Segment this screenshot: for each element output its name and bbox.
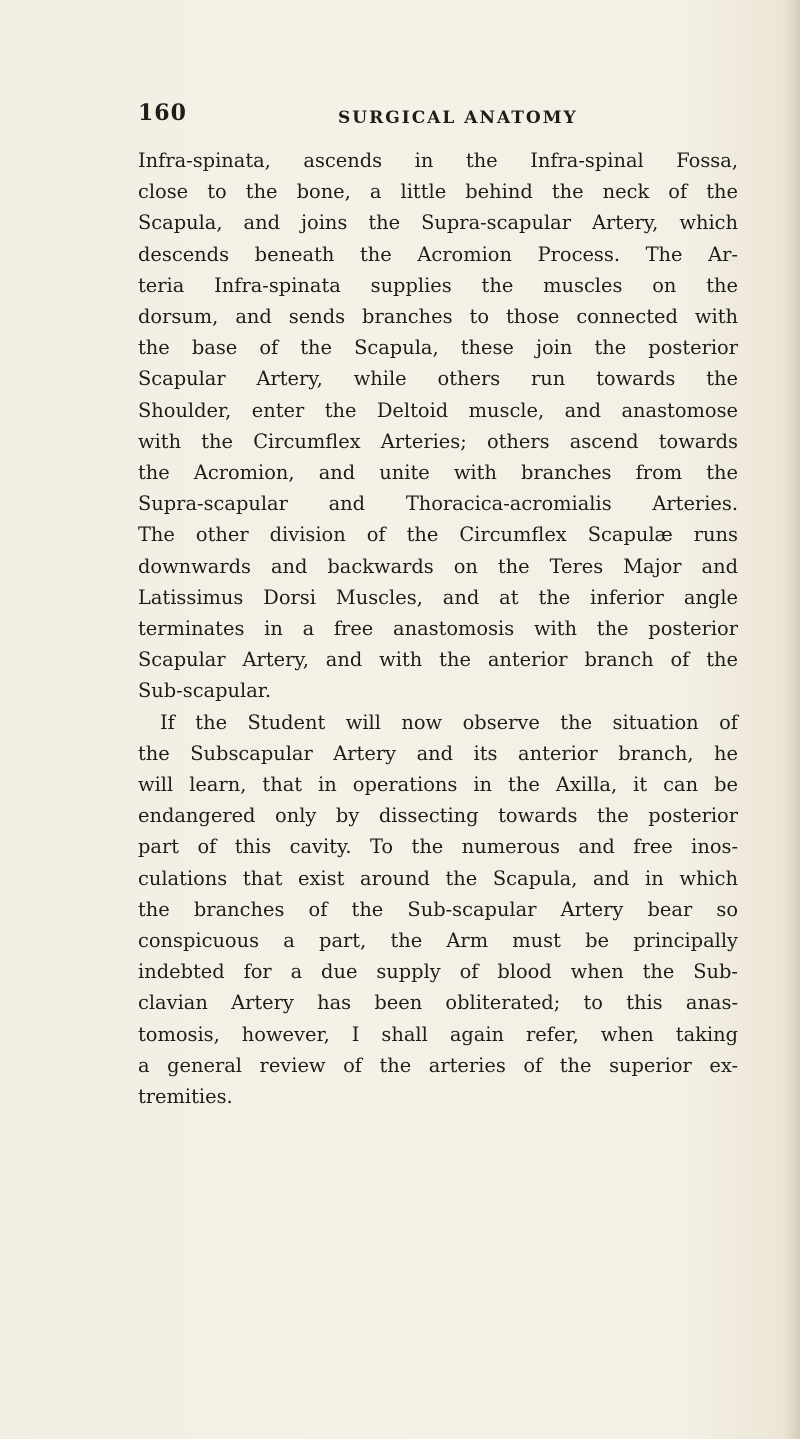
text-line: will learn, that in operations in the Axilla, it can be xyxy=(138,773,738,797)
page-header xyxy=(138,100,678,140)
text-line: dorsum, and sends branches to those connected with xyxy=(138,305,738,329)
text-line: the Acromion, and unite with branches from the xyxy=(138,461,738,485)
text-line: Scapular Artery, and with the anterior branch of the xyxy=(138,648,738,672)
text-line: Supra-scapular and Thoracica-acromialis Arteries. xyxy=(138,492,738,516)
text-line: the Subscapular Artery and its anterior branch, he xyxy=(138,741,738,765)
page-number: 160 xyxy=(138,100,187,126)
page-edge-shadow xyxy=(782,0,800,1439)
text-line: conspicuous a part, the Arm must be principally xyxy=(138,929,738,953)
text-line: the base of the Scapula, these join the posterior xyxy=(138,336,738,360)
body-text xyxy=(138,145,738,1112)
text-line: tomosis, however, I shall again refer, when taking xyxy=(138,1022,738,1046)
text-line: terminates in a free anastomosis with the posterior xyxy=(138,617,738,641)
text-line: If the Student will now observe the situation of xyxy=(160,710,738,734)
text-line: clavian Artery has been obliterated; to this anas- xyxy=(138,991,738,1015)
text-line: downwards and backwards on the Teres Major and xyxy=(138,554,738,578)
text-line: Scapula, and joins the Supra-scapular Artery, which xyxy=(138,211,738,235)
text-line: tremities. xyxy=(138,1085,233,1109)
text-line: part of this cavity. To the numerous and free inos- xyxy=(138,835,738,859)
text-line: Scapular Artery, while others run towards the xyxy=(138,367,738,391)
text-line: close to the bone, a little behind the neck of the xyxy=(138,180,738,204)
text-line: a general review of the arteries of the superior ex- xyxy=(138,1053,738,1077)
text-line: descends beneath the Acromion Process. The Ar- xyxy=(138,242,738,266)
text-line: culations that exist around the Scapula, and in which xyxy=(138,866,738,890)
text-line: teria Infra-spinata supplies the muscles on the xyxy=(138,273,738,297)
text-line: indebted for a due supply of blood when the Sub- xyxy=(138,960,738,984)
text-line: Shoulder, enter the Deltoid muscle, and anastomose xyxy=(138,398,738,422)
text-line: Infra-spinata, ascends in the Infra-spinal Fossa, xyxy=(138,149,738,172)
text-line: endangered only by dissecting towards the posterior xyxy=(138,804,738,828)
text-line: Sub-scapular. xyxy=(138,679,272,703)
running-head: SURGICAL ANATOMY xyxy=(338,108,578,128)
text-line: the branches of the Sub-scapular Artery bear so xyxy=(138,897,738,921)
text-line: The other division of the Circumflex Scapulæ runs xyxy=(138,523,738,547)
text-line: with the Circumflex Arteries; others ascend towards xyxy=(138,429,738,453)
text-line: Latissimus Dorsi Muscles, and at the inferior angle xyxy=(138,585,738,609)
